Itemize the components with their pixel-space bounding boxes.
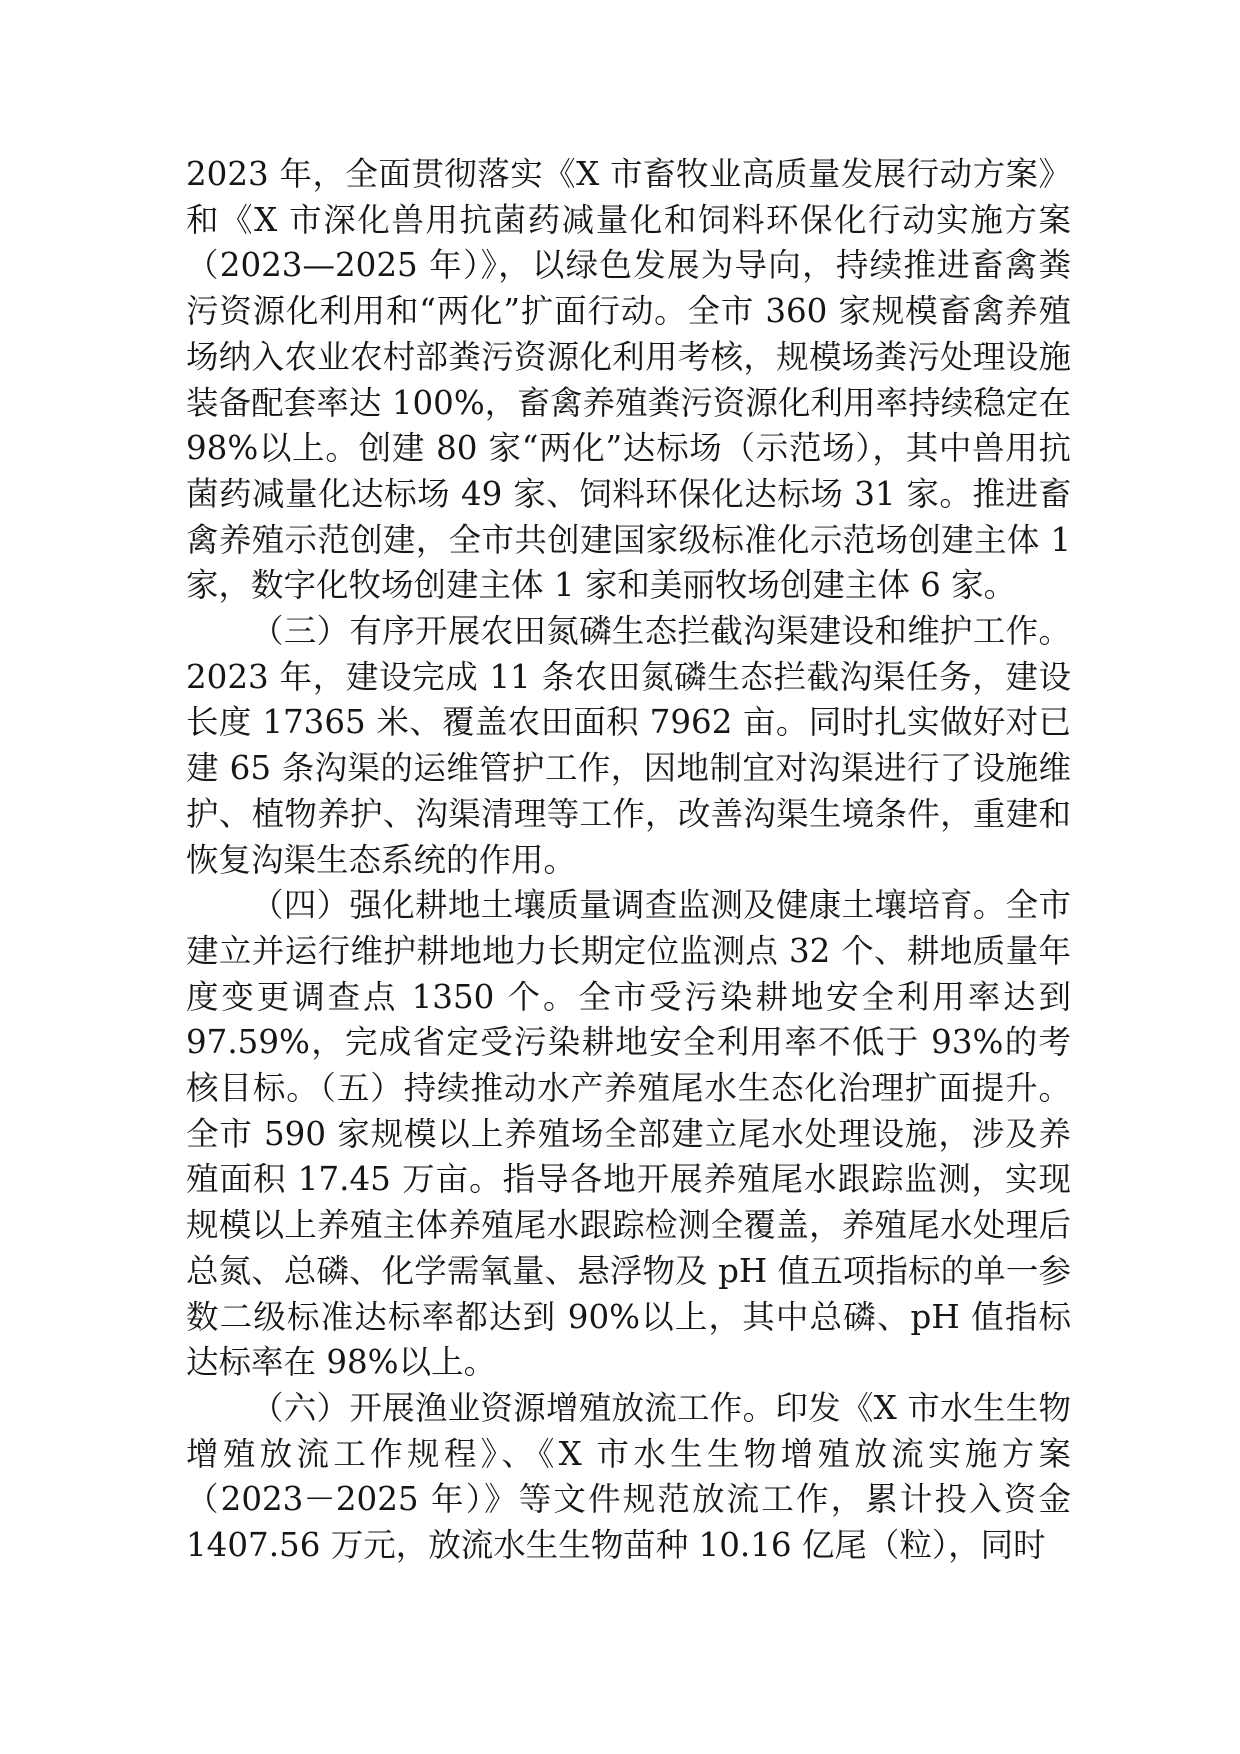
- paragraph-livestock-manure: 2023 年，全面贯彻落实《X 市畜牧业高质量发展行动方案》和《X 市深化兽用抗菌药减量化和饲料环保化行动实施方案（2023—2025 年）》，以绿色发展为导向，持续推进畜禽粪污资源化利用和“两化”扩面行动。全市 360 家规模畜禽养殖场纳入农业农村部粪污资源化利用考核，规模场粪污处理设施装备配套率达 100%，畜禽养殖粪污资源化利用率持续稳定在 98%以上。创建 80 家“两化”达标场（示范场），其中兽用抗菌药减量化达标场 49 家、饲料环保化达标场 31 家。推进畜禽养殖示范创建，全市共创建国家级标准化示范场创建主体 1 家，数字化牧场创建主体 1 家和美丽牧场创建主体 6 家。: [186, 155, 1071, 605]
- paragraph-farmland-ditches: （三）有序开展农田氮磷生态拦截沟渠建设和维护工作。2023 年，建设完成 11 条农田氮磷生态拦截沟渠任务，建设长度 17365 米、覆盖农田面积 7962 亩。同时扎实做好对已建 65 条沟渠的运维管护工作，因地制宜对沟渠进行了设施维护、植物养护、沟渠清理等工作，改善沟渠生境条件，重建和恢复沟渠生态系统的作用。: [186, 612, 1071, 879]
- paragraph-fishery-release: （六）开展渔业资源增殖放流工作。印发《X 市水生生物增殖放流工作规程》、《X 市水生生物增殖放流实施方案（2023－2025 年）》等文件规范放流工作，累计投入资金 1407.56 万元，放流水生生物苗种 10.16 亿尾（粒），同时: [186, 1388, 1071, 1565]
- document-body: [186, 152, 1071, 1569]
- paragraph-soil-and-aquaculture: （四）强化耕地土壤质量调查监测及健康土壤培育。全市建立并运行维护耕地地力长期定位监测点 32 个、耕地质量年度变更调查点 1350 个。全市受污染耕地安全利用率达到 97.59%，完成省定受污染耕地安全利用率不低于 93%的考核目标。（五）持续推动水产养殖尾水生态化治理扩面提升。全市 590 家规模以上养殖场全部建立尾水处理设施，涉及养殖面积 17.45 万亩。指导各地开展养殖尾水跟踪监测，实现规模以上养殖主体养殖尾水跟踪检测全覆盖，养殖尾水处理后总氮、总磷、化学需氧量、悬浮物及 pH 值五项指标的单一参数二级标准达标率都达到 90%以上，其中总磷、pH 值指标达标率在 98%以上。: [186, 886, 1071, 1382]
